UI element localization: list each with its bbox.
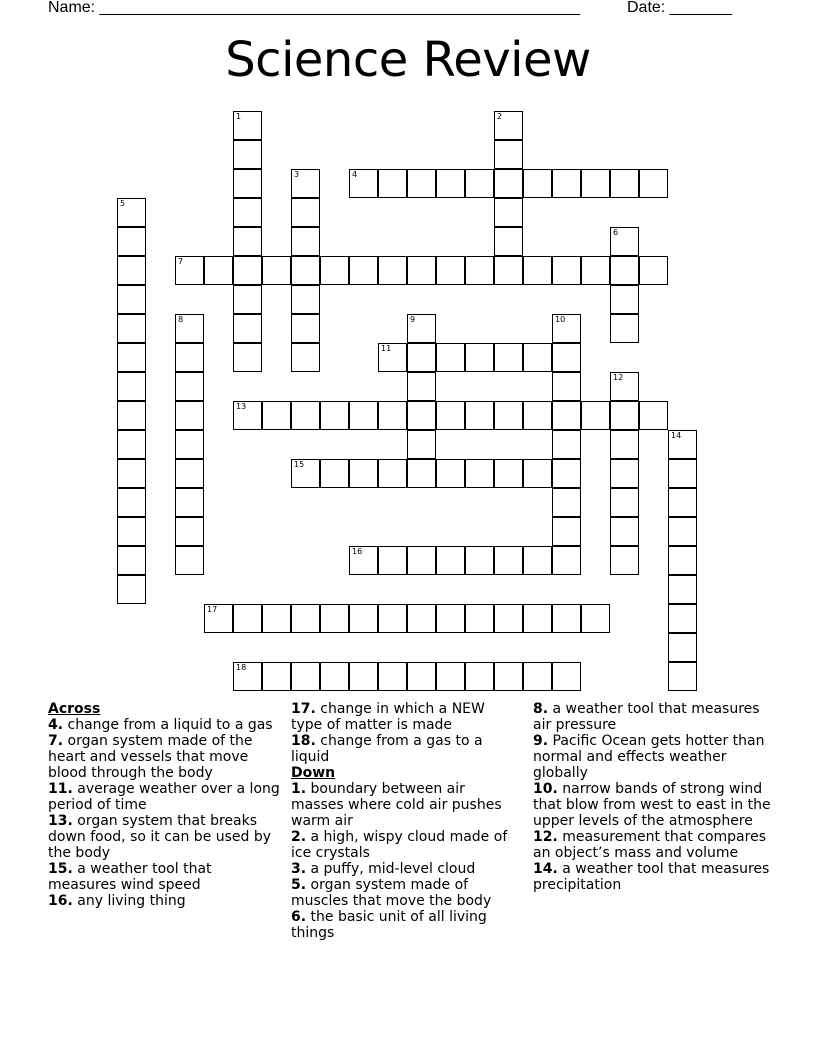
grid-cell[interactable] xyxy=(204,604,233,633)
grid-cell[interactable] xyxy=(117,546,146,575)
grid-cell[interactable] xyxy=(262,256,291,285)
grid-cell[interactable] xyxy=(233,343,262,372)
grid-cell[interactable] xyxy=(494,169,523,198)
grid-cell[interactable] xyxy=(610,546,639,575)
grid-cell[interactable] xyxy=(552,430,581,459)
grid-cell[interactable] xyxy=(262,604,291,633)
grid-cell[interactable] xyxy=(523,662,552,691)
grid-cell[interactable] xyxy=(175,256,204,285)
grid-cell[interactable] xyxy=(175,459,204,488)
grid-cell[interactable] xyxy=(610,285,639,314)
grid-cell[interactable] xyxy=(117,227,146,256)
grid-cell[interactable] xyxy=(668,604,697,633)
cell-number: 12 xyxy=(613,373,624,382)
grid-cell[interactable] xyxy=(523,604,552,633)
grid-cell[interactable] xyxy=(117,401,146,430)
grid-cell[interactable] xyxy=(291,401,320,430)
grid-cell[interactable] xyxy=(552,546,581,575)
grid-cell[interactable] xyxy=(291,169,320,198)
grid-cell[interactable] xyxy=(320,662,349,691)
grid-cell[interactable] xyxy=(552,343,581,372)
clue-down-3: 3. a puffy, mid-level cloud xyxy=(291,861,476,877)
grid-cell[interactable] xyxy=(436,546,465,575)
grid-cell[interactable] xyxy=(581,169,610,198)
grid-cell[interactable] xyxy=(407,546,436,575)
across-heading: Across xyxy=(48,701,101,717)
grid-cell[interactable] xyxy=(494,227,523,256)
grid-cell[interactable] xyxy=(291,198,320,227)
grid-cell[interactable] xyxy=(407,256,436,285)
grid-cell[interactable] xyxy=(320,459,349,488)
grid-cell[interactable] xyxy=(465,256,494,285)
cell-number: 6 xyxy=(613,228,619,237)
cell-number: 2 xyxy=(497,112,503,121)
grid-cell[interactable] xyxy=(291,459,320,488)
grid-cell[interactable] xyxy=(175,372,204,401)
grid-cell[interactable] xyxy=(668,546,697,575)
grid-cell[interactable] xyxy=(494,459,523,488)
name-line: ______________________________________________________ xyxy=(99,0,581,16)
cell-number: 5 xyxy=(120,199,126,208)
grid-cell[interactable] xyxy=(378,343,407,372)
grid-cell[interactable] xyxy=(552,488,581,517)
clue-column-2 xyxy=(291,701,517,941)
grid-cell[interactable] xyxy=(436,256,465,285)
grid-cell[interactable] xyxy=(291,285,320,314)
grid-cell[interactable] xyxy=(610,488,639,517)
clue-across-16: 16. any living thing xyxy=(48,893,186,909)
grid-cell[interactable] xyxy=(320,401,349,430)
grid-cell[interactable] xyxy=(117,488,146,517)
grid-cell[interactable] xyxy=(581,401,610,430)
grid-cell[interactable] xyxy=(436,604,465,633)
cell-number: 8 xyxy=(178,315,184,324)
grid-cell[interactable] xyxy=(465,169,494,198)
cell-number: 10 xyxy=(555,315,566,324)
grid-cell[interactable] xyxy=(523,546,552,575)
grid-cell[interactable] xyxy=(494,662,523,691)
cell-number: 18 xyxy=(236,663,247,672)
grid-cell[interactable] xyxy=(349,662,378,691)
grid-cell[interactable] xyxy=(349,169,378,198)
grid-cell[interactable] xyxy=(117,430,146,459)
clue-down-5: 5. organ system made of muscles that move the body xyxy=(291,877,492,909)
grid-cell[interactable] xyxy=(668,662,697,691)
grid-cell[interactable] xyxy=(175,488,204,517)
grid-cell[interactable] xyxy=(233,140,262,169)
grid-cell[interactable] xyxy=(291,314,320,343)
grid-cell[interactable] xyxy=(523,256,552,285)
clue-column-1 xyxy=(48,701,284,909)
grid-cell[interactable] xyxy=(233,111,262,140)
grid-cell[interactable] xyxy=(610,401,639,430)
grid-cell[interactable] xyxy=(349,546,378,575)
grid-cell[interactable] xyxy=(494,546,523,575)
grid-cell[interactable] xyxy=(610,372,639,401)
grid-cell[interactable] xyxy=(465,662,494,691)
grid-cell[interactable] xyxy=(233,285,262,314)
grid-cell[interactable] xyxy=(349,459,378,488)
grid-cell[interactable] xyxy=(378,604,407,633)
grid-cell[interactable] xyxy=(581,604,610,633)
grid-cell[interactable] xyxy=(233,604,262,633)
grid-cell[interactable] xyxy=(610,517,639,546)
grid-cell[interactable] xyxy=(117,256,146,285)
grid-cell[interactable] xyxy=(291,343,320,372)
grid-cell[interactable] xyxy=(465,401,494,430)
grid-cell[interactable] xyxy=(494,343,523,372)
grid-cell[interactable] xyxy=(581,256,610,285)
grid-cell[interactable] xyxy=(175,517,204,546)
grid-cell[interactable] xyxy=(320,604,349,633)
grid-cell[interactable] xyxy=(233,314,262,343)
grid-cell[interactable] xyxy=(494,256,523,285)
grid-cell[interactable] xyxy=(494,111,523,140)
grid-cell[interactable] xyxy=(668,575,697,604)
cell-number: 11 xyxy=(381,344,392,353)
grid-cell[interactable] xyxy=(117,343,146,372)
down-heading: Down xyxy=(291,765,336,781)
grid-cell[interactable] xyxy=(494,198,523,227)
grid-cell[interactable] xyxy=(233,401,262,430)
grid-cell[interactable] xyxy=(610,169,639,198)
grid-cell[interactable] xyxy=(291,604,320,633)
grid-cell[interactable] xyxy=(407,430,436,459)
cell-number: 3 xyxy=(294,170,300,179)
grid-cell[interactable] xyxy=(552,401,581,430)
grid-cell[interactable] xyxy=(378,662,407,691)
grid-cell[interactable] xyxy=(407,314,436,343)
grid-cell[interactable] xyxy=(523,169,552,198)
grid-cell[interactable] xyxy=(407,169,436,198)
grid-cell[interactable] xyxy=(436,401,465,430)
grid-cell[interactable] xyxy=(465,459,494,488)
grid-cell[interactable] xyxy=(668,633,697,662)
grid-cell[interactable] xyxy=(233,256,262,285)
grid-cell[interactable] xyxy=(639,256,668,285)
grid-cell[interactable] xyxy=(668,488,697,517)
grid-cell[interactable] xyxy=(378,169,407,198)
grid-cell[interactable] xyxy=(552,517,581,546)
grid-cell[interactable] xyxy=(233,662,262,691)
grid-cell[interactable] xyxy=(552,372,581,401)
grid-cell[interactable] xyxy=(494,401,523,430)
grid-cell[interactable] xyxy=(610,430,639,459)
clue-down-12: 12. measurement that compares an object’s mass and volume xyxy=(533,829,766,861)
grid-cell[interactable] xyxy=(610,459,639,488)
grid-cell[interactable] xyxy=(639,401,668,430)
cell-number: 7 xyxy=(178,257,184,266)
grid-cell[interactable] xyxy=(320,256,349,285)
grid-cell[interactable] xyxy=(639,169,668,198)
grid-cell[interactable] xyxy=(407,662,436,691)
cell-number: 4 xyxy=(352,170,358,179)
grid-cell[interactable] xyxy=(378,401,407,430)
clue-across-7: 7. organ system made of the heart and vessels that move blood through the body xyxy=(48,733,253,781)
date-line: _______ xyxy=(669,0,732,16)
clue-down-9: 9. Pacific Ocean gets hotter than normal and effects weather globally xyxy=(533,733,765,781)
grid-cell[interactable] xyxy=(175,314,204,343)
clue-down-6: 6. the basic unit of all living things xyxy=(291,909,487,941)
grid-cell[interactable] xyxy=(407,401,436,430)
grid-cell[interactable] xyxy=(668,459,697,488)
clue-across-18: 18. change from a gas to a liquid xyxy=(291,733,483,765)
clue-across-11: 11. average weather over a long period of time xyxy=(48,781,280,813)
grid-cell[interactable] xyxy=(436,343,465,372)
date-label: Date: xyxy=(627,0,670,16)
grid-cell[interactable] xyxy=(233,198,262,227)
clue-across-13: 13. organ system that breaks down food, so it can be used by the body xyxy=(48,813,272,861)
grid-cell[interactable] xyxy=(262,662,291,691)
grid-cell[interactable] xyxy=(494,604,523,633)
clue-down-14: 14. a weather tool that measures precipitation xyxy=(533,861,770,893)
clue-across-17: 17. change in which a NEW type of matter is made xyxy=(291,701,485,733)
clue-column-3 xyxy=(533,701,773,893)
grid-cell[interactable] xyxy=(117,517,146,546)
cell-number: 14 xyxy=(671,431,682,440)
grid-cell[interactable] xyxy=(552,256,581,285)
cell-number: 16 xyxy=(352,547,363,556)
grid-cell[interactable] xyxy=(291,256,320,285)
grid-cell[interactable] xyxy=(552,169,581,198)
grid-cell[interactable] xyxy=(117,314,146,343)
clue-down-10: 10. narrow bands of strong wind that blow from west to east in the upper levels of the atmosphere xyxy=(533,781,771,829)
cell-number: 17 xyxy=(207,605,218,614)
grid-cell[interactable] xyxy=(523,459,552,488)
cell-number: 15 xyxy=(294,460,305,469)
grid-cell[interactable] xyxy=(117,285,146,314)
grid-cell[interactable] xyxy=(349,256,378,285)
grid-cell[interactable] xyxy=(175,343,204,372)
grid-cell[interactable] xyxy=(407,459,436,488)
cell-number: 9 xyxy=(410,315,416,324)
cell-number: 1 xyxy=(236,112,242,121)
grid-cell[interactable] xyxy=(262,401,291,430)
grid-cell[interactable] xyxy=(349,604,378,633)
grid-cell[interactable] xyxy=(349,401,378,430)
grid-cell[interactable] xyxy=(378,546,407,575)
grid-cell[interactable] xyxy=(523,343,552,372)
grid-cell[interactable] xyxy=(117,459,146,488)
grid-cell[interactable] xyxy=(668,430,697,459)
clue-down-8: 8. a weather tool that measures air pressure xyxy=(533,701,760,733)
grid-cell[interactable] xyxy=(175,401,204,430)
page-title: Science Review xyxy=(225,32,591,88)
grid-cell[interactable] xyxy=(233,169,262,198)
grid-cell[interactable] xyxy=(436,169,465,198)
grid-cell[interactable] xyxy=(175,430,204,459)
grid-cell[interactable] xyxy=(233,227,262,256)
grid-cell[interactable] xyxy=(610,314,639,343)
clue-across-4: 4. change from a liquid to a gas xyxy=(48,717,273,733)
grid-cell[interactable] xyxy=(117,198,146,227)
grid-cell[interactable] xyxy=(175,546,204,575)
grid-cell[interactable] xyxy=(291,662,320,691)
grid-cell[interactable] xyxy=(552,314,581,343)
name-label: Name: xyxy=(48,0,100,16)
grid-cell[interactable] xyxy=(552,459,581,488)
grid-cell[interactable] xyxy=(436,459,465,488)
grid-cell[interactable] xyxy=(117,372,146,401)
clue-down-1: 1. boundary between air masses where cold air pushes warm air xyxy=(291,781,502,829)
grid-cell[interactable] xyxy=(523,401,552,430)
grid-cell[interactable] xyxy=(407,343,436,372)
grid-cell[interactable] xyxy=(378,459,407,488)
grid-cell[interactable] xyxy=(204,256,233,285)
cell-number: 13 xyxy=(236,402,247,411)
grid-cell[interactable] xyxy=(465,604,494,633)
grid-cell[interactable] xyxy=(610,227,639,256)
clue-across-15: 15. a weather tool that measures wind speed xyxy=(48,861,212,893)
grid-cell[interactable] xyxy=(291,227,320,256)
grid-cell[interactable] xyxy=(668,517,697,546)
clue-down-2: 2. a high, wispy cloud made of ice crystals xyxy=(291,829,508,861)
grid-cell[interactable] xyxy=(465,546,494,575)
grid-cell[interactable] xyxy=(407,604,436,633)
grid-cell[interactable] xyxy=(552,662,581,691)
grid-cell[interactable] xyxy=(610,256,639,285)
grid-cell[interactable] xyxy=(378,256,407,285)
grid-cell[interactable] xyxy=(494,140,523,169)
grid-cell[interactable] xyxy=(407,372,436,401)
grid-cell[interactable] xyxy=(552,604,581,633)
grid-cell[interactable] xyxy=(465,343,494,372)
grid-cell[interactable] xyxy=(436,662,465,691)
grid-cell[interactable] xyxy=(117,575,146,604)
